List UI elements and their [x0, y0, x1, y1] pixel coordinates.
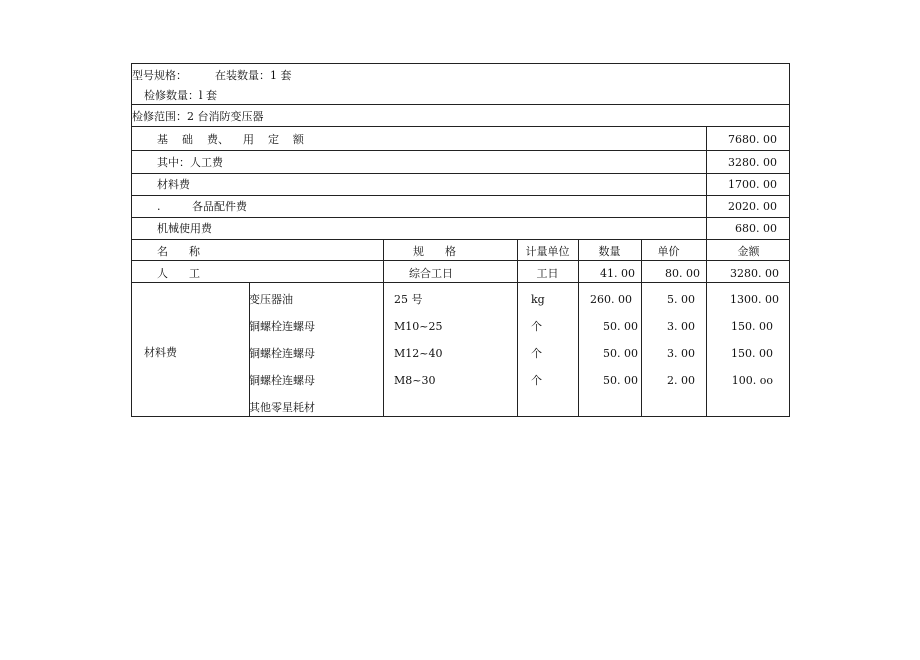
material-item-name: 铜螺栓连螺母	[249, 374, 315, 387]
material-group-label: 材料费	[144, 346, 177, 359]
rule	[132, 104, 789, 105]
material-item-price: 5. 00	[667, 293, 695, 306]
material-item-spec: M12~40	[394, 347, 443, 360]
material-fee-label: 材料费	[157, 178, 190, 191]
parts-fee-dot: .	[157, 200, 161, 213]
material-item-spec: M10~25	[394, 320, 443, 333]
material-item-unit: 个	[531, 347, 542, 360]
labor-row-name: 人 工	[157, 267, 200, 280]
material-item-price: 2. 00	[667, 374, 695, 387]
rule	[132, 217, 789, 218]
machine-fee-value: 680. 00	[735, 222, 777, 235]
labor-row-price: 80. 00	[665, 267, 700, 280]
rule	[132, 150, 789, 151]
material-item-spec: 25 号	[394, 293, 423, 306]
material-item-name: 变压器油	[249, 293, 293, 306]
parts-fee-value: 2020. 00	[728, 200, 777, 213]
material-item-qty: 260. 00	[590, 293, 632, 306]
rule	[132, 195, 789, 196]
column-header-unit: 计量单位	[525, 245, 570, 258]
material-fee-value: 1700. 00	[728, 178, 777, 191]
labor-row-qty: 41. 00	[600, 267, 635, 280]
base-fee-label: 基 础 费、 用 定 额	[157, 133, 304, 146]
material-item-unit: kg	[531, 293, 545, 306]
column-header-spec: 规 格	[413, 245, 456, 258]
material-item-unit: 个	[531, 320, 542, 333]
rule	[517, 239, 518, 417]
column-header-qty: 数量	[598, 245, 621, 258]
rule	[132, 173, 789, 174]
material-item-price: 3. 00	[667, 320, 695, 333]
labor-row-amount: 3280. 00	[730, 267, 779, 280]
repair-scope-label: 检修范围：2 台消防变压器	[132, 110, 264, 123]
labor-fee-value: 3280. 00	[728, 156, 777, 169]
column-header-price: 单价	[657, 245, 680, 258]
rule	[132, 126, 789, 127]
installed-qty-label: 在装数量：1 套	[215, 69, 292, 82]
model-spec-label: 型号规格：	[132, 69, 187, 82]
column-header-amount: 金额	[737, 245, 760, 258]
material-item-price: 3. 00	[667, 347, 695, 360]
material-item-unit: 个	[531, 374, 542, 387]
material-item-qty: 50. 00	[603, 347, 638, 360]
machine-fee-label: 机械使用费	[157, 222, 212, 235]
material-item-qty: 50. 00	[603, 374, 638, 387]
maintenance-cost-table	[131, 63, 790, 417]
labor-fee-label: 其中：人工费	[157, 156, 223, 169]
rule	[132, 282, 789, 283]
repair-qty-label: 检修数量：l 套	[144, 89, 218, 102]
material-item-name: 铜螺栓连螺母	[249, 320, 315, 333]
column-header-name: 名 称	[157, 245, 200, 258]
base-fee-value: 7680. 00	[728, 133, 777, 146]
rule	[383, 239, 384, 417]
material-item-name: 其他零星耗材	[249, 401, 315, 414]
rule	[132, 239, 789, 240]
material-item-amount: 1300. 00	[730, 293, 779, 306]
labor-row-spec: 综合工日	[409, 267, 453, 280]
material-item-qty: 50. 00	[603, 320, 638, 333]
material-item-amount: 150. 00	[731, 347, 773, 360]
material-item-spec: M8~30	[394, 374, 436, 387]
material-item-amount: 150. 00	[731, 320, 773, 333]
parts-fee-label: 各品配件费	[192, 200, 247, 213]
material-item-name: 铜螺栓连螺母	[249, 347, 315, 360]
labor-row-unit: 工日	[536, 267, 559, 280]
material-item-amount: 100. oo	[731, 374, 773, 387]
rule	[132, 260, 789, 261]
